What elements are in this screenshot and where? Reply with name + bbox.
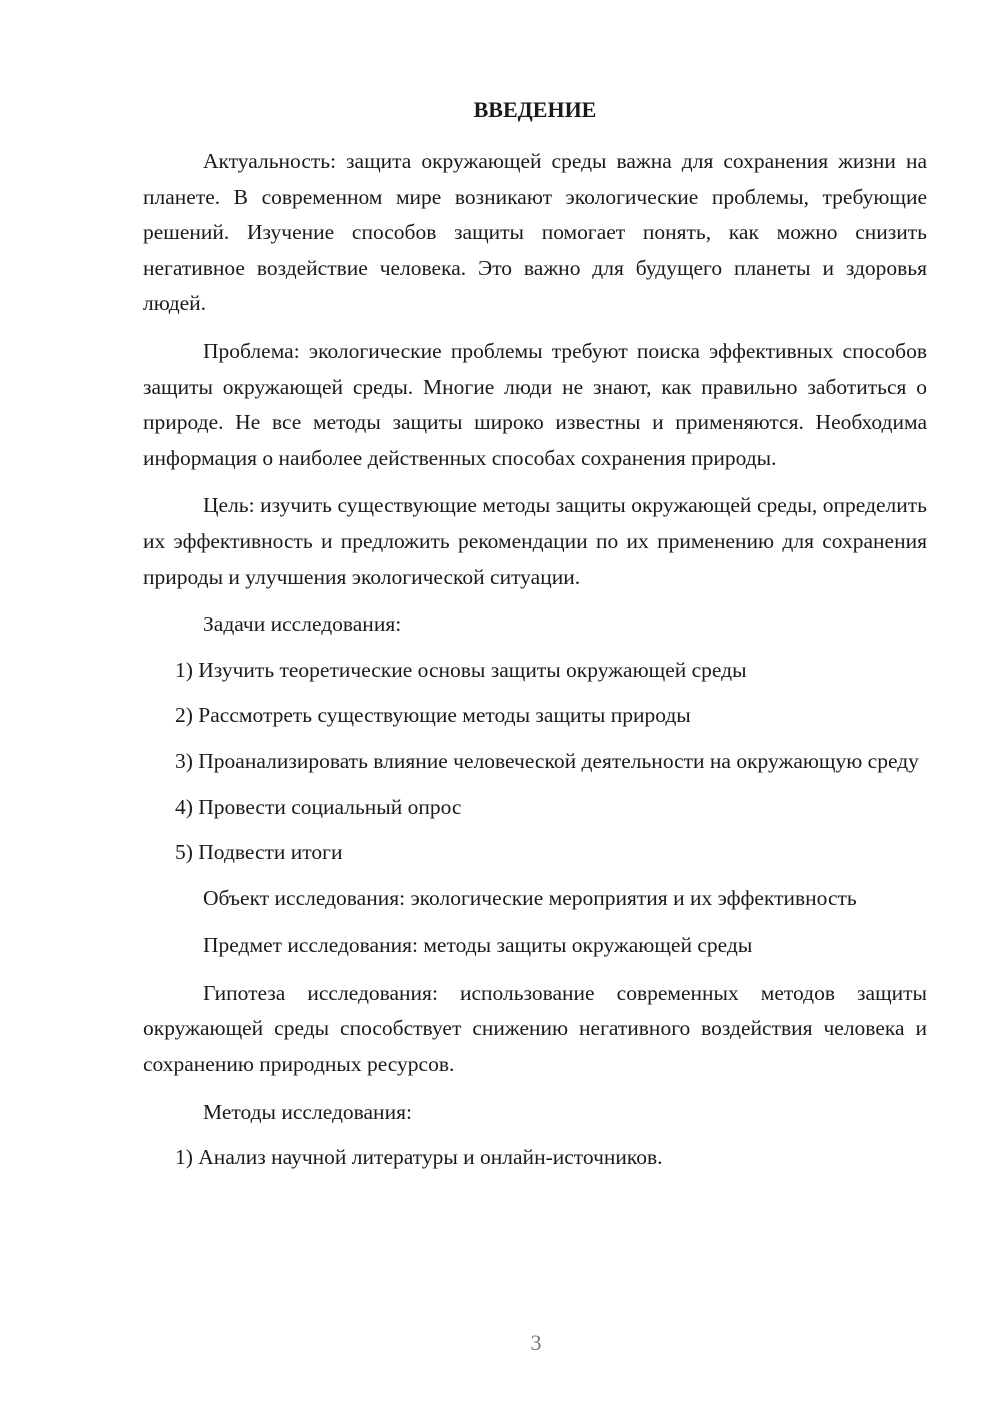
task-item-2: 2) Рассмотреть существующие методы защиты природы xyxy=(175,703,691,728)
method-item-1: 1) Анализ научной литературы и онлайн-источников. xyxy=(175,1145,663,1170)
task-item-4: 4) Провести социальный опрос xyxy=(175,794,462,819)
task-item-5: 5) Подвести итоги xyxy=(175,840,343,865)
subject-paragraph: Предмет исследования: методы защиты окружающей среды xyxy=(203,933,753,958)
document-title: ВВЕДЕНИЕ xyxy=(473,97,597,122)
methods-heading: Методы исследования: xyxy=(203,1099,412,1124)
hypothesis-paragraph: Гипотеза исследования: использование современных методов защиты окружающей среды способствует снижению негативного воздействия человека и сохранению природных ресурсов. xyxy=(143,980,927,1077)
task-item-3: 3) Проанализировать влияние человеческой деятельности на окружающую среду xyxy=(175,748,919,773)
tasks-heading: Задачи исследования: xyxy=(203,612,402,637)
relevance-paragraph: Актуальность: защита окружающей среды важна для сохранения жизни на планете. В современном мире возникают экологические проблемы, требующие решений. Изучение способов защиты помогает понять, как можно снизить негативное воздействие человека. Это важно для будущего планеты и здоровья людей. xyxy=(143,149,927,316)
problem-paragraph: Проблема: экологические проблемы требуют поиска эффективных способов защиты окружающей среды. Многие люди не знают, как правильно заботиться о природе. Не все методы защиты широко известны и применяются. Необходима информация о наиболее действенных способах сохранения природы. xyxy=(143,338,927,470)
object-paragraph: Объект исследования: экологические мероприятия и их эффективность xyxy=(203,885,857,910)
page-number: 3 xyxy=(530,1330,542,1355)
task-item-1: 1) Изучить теоретические основы защиты окружающей среды xyxy=(175,657,747,682)
goal-paragraph: Цель: изучить существующие методы защиты окружающей среды, определить их эффективность и предложить рекомендации по их применению для сохранения природы и улучшения экологической ситуации. xyxy=(143,493,927,589)
document-page xyxy=(143,92,927,1186)
